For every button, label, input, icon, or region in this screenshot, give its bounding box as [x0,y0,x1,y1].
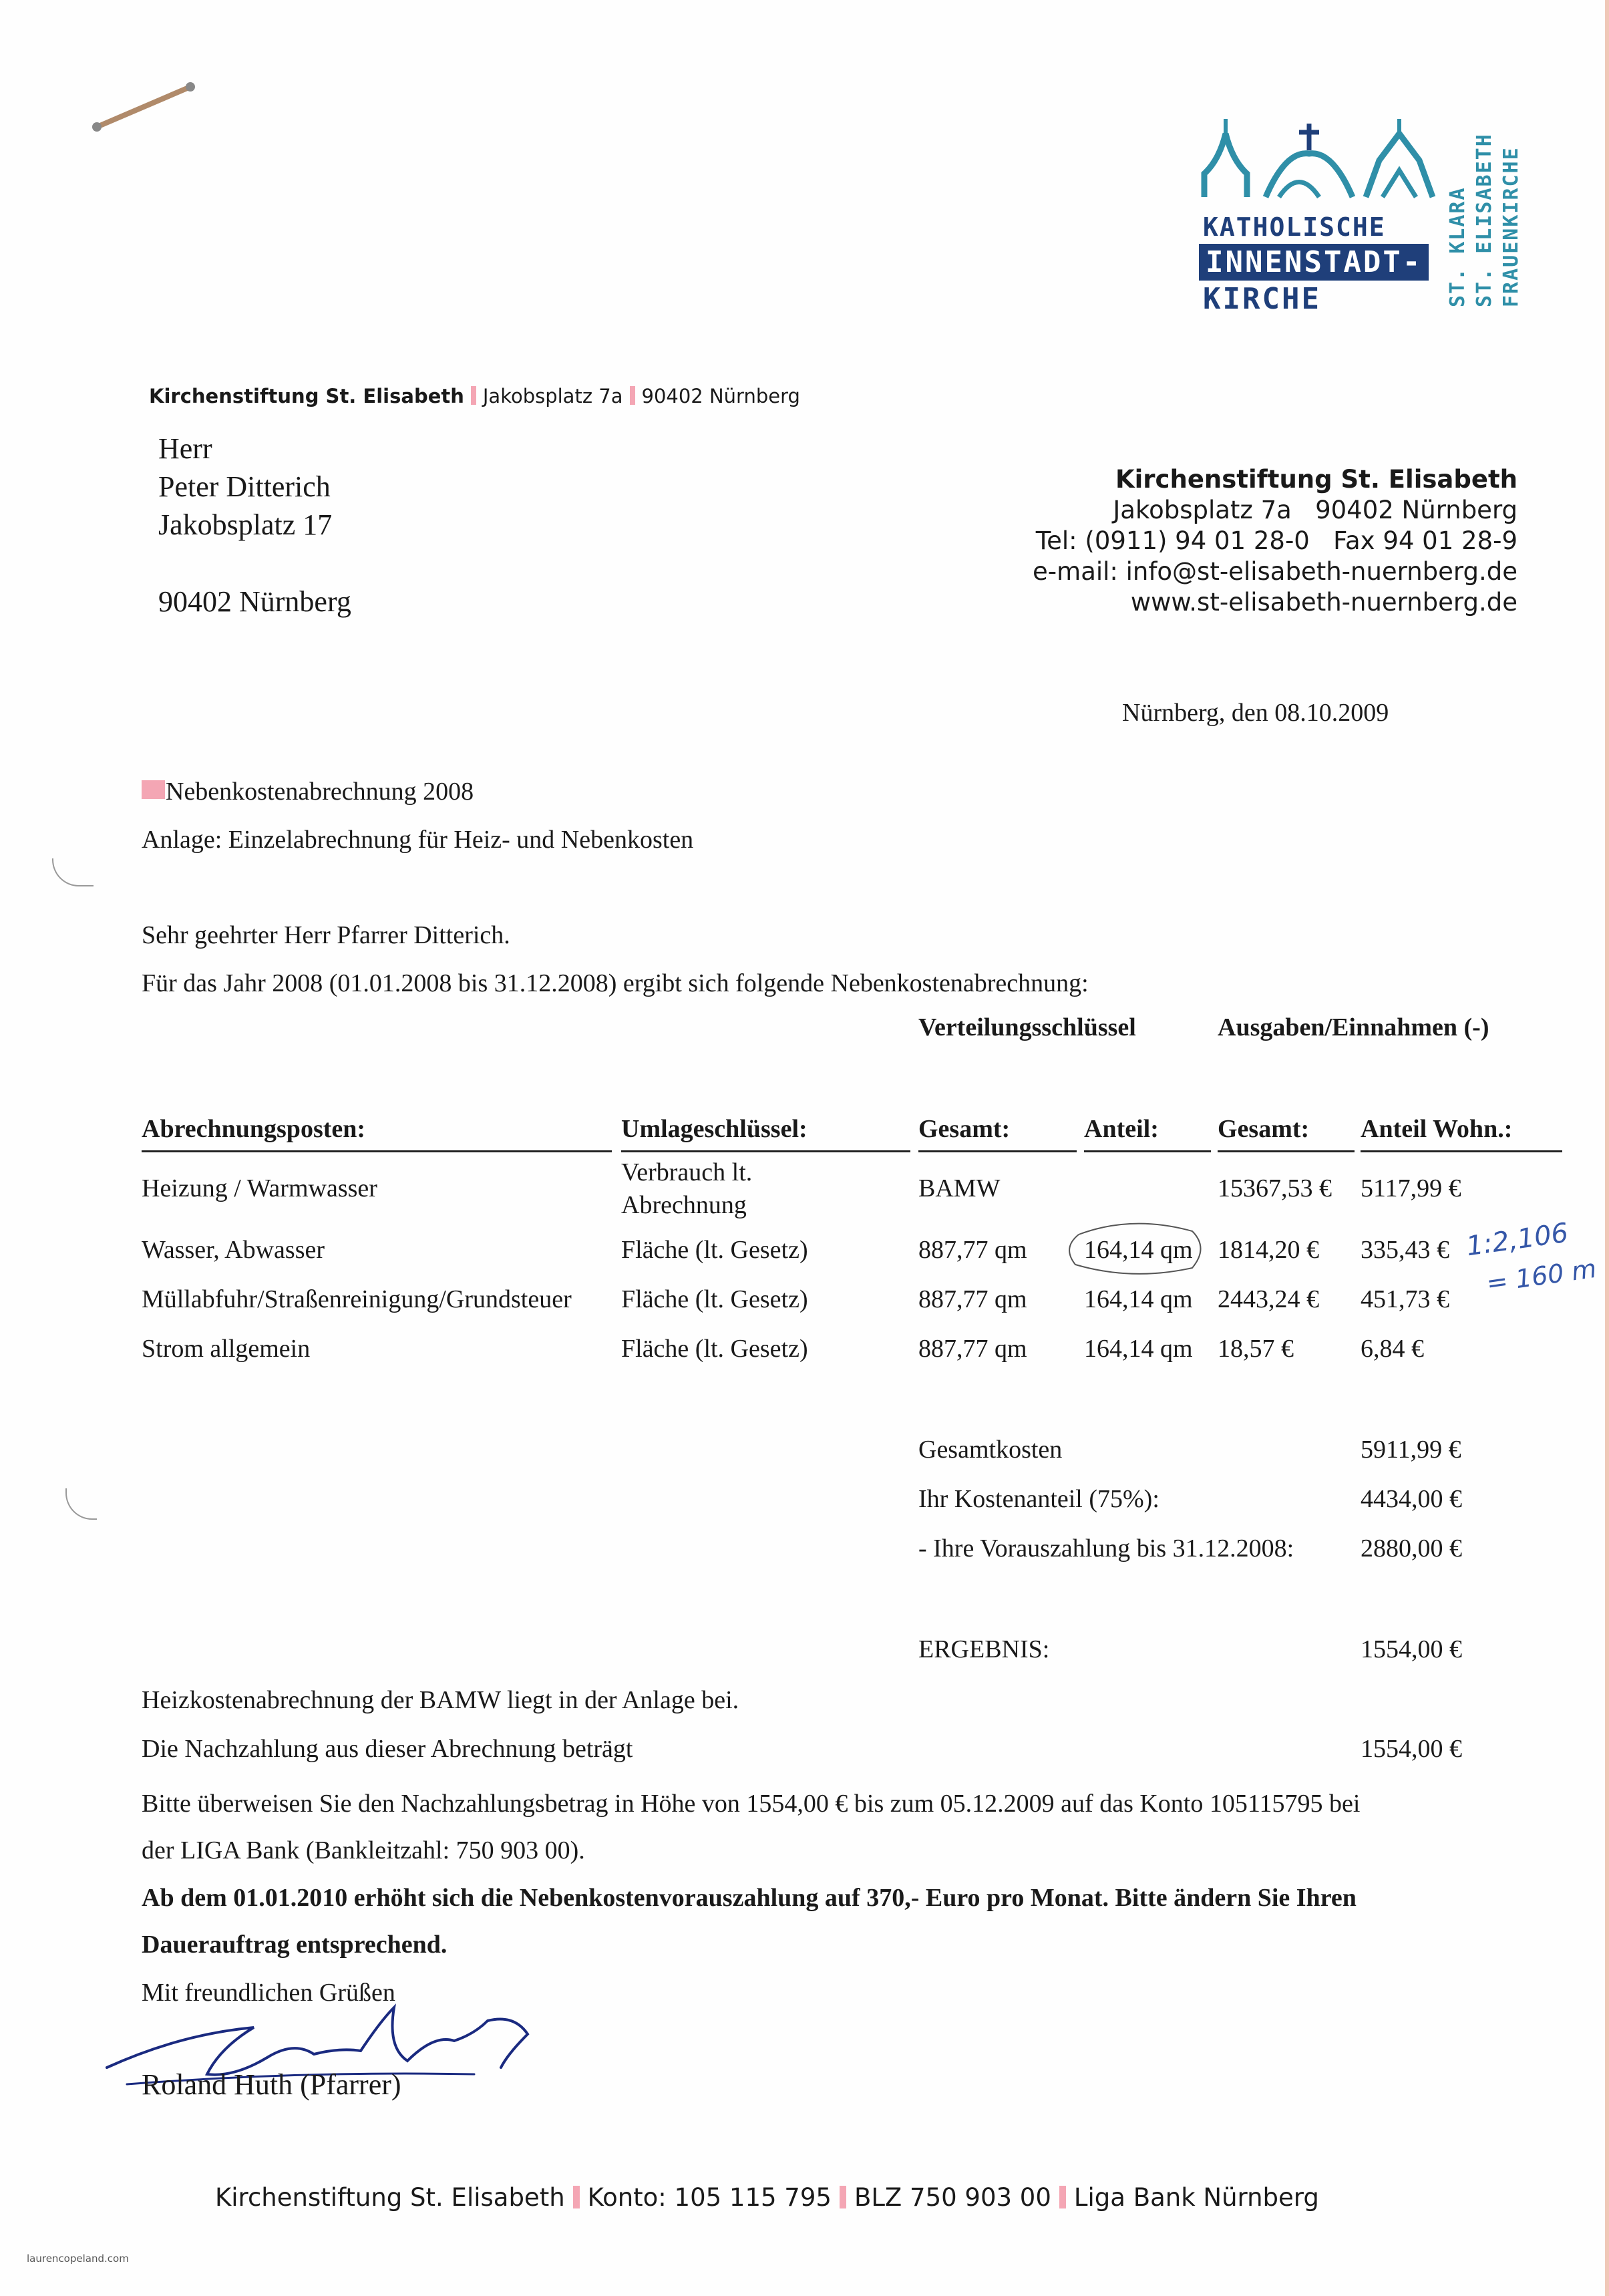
col-header-share: Anteil: [1084,1115,1159,1143]
row-total: 887,77 qm [918,1335,1027,1363]
letterhead-address: Jakobsplatz 7a 90402 Nürnberg [1113,496,1517,524]
letterhead-org: Kirchenstiftung St. Elisabeth [1115,465,1517,494]
transfer-line-1: Bitte überweisen Sie den Nachzahlungsbetrag in Höhe von 1554,00 € bis zum 05.12.2009 auf das Konto 105115795 bei [142,1790,1361,1818]
logo-line-2: INNENSTADT- [1199,244,1429,281]
row-cost-share: 5117,99 € [1361,1174,1461,1202]
punch-mark [65,1488,97,1520]
header-rule [142,1150,612,1152]
row-cost-share: 451,73 € [1361,1285,1449,1313]
logo-vertical-1: ST. KLARA [1446,186,1469,307]
header-rule [621,1150,910,1152]
row-key: Fläche (lt. Gesetz) [621,1236,808,1264]
logo-line-1: KATHOLISCHE [1203,212,1386,242]
summary-share-value: 4434,00 € [1361,1485,1462,1513]
notice-line-1: Ab dem 01.01.2010 erhöht sich die Nebenkostenvorauszahlung auf 370,- Euro pro Monat. Bitte ändern Sie Ihren [142,1884,1357,1912]
summary-total-value: 5911,99 € [1361,1436,1461,1464]
logo-vertical-3: FRAUENKIRCHE [1499,146,1523,307]
row-item: Wasser, Abwasser [142,1236,325,1264]
footer-account: Konto: 105 115 795 [587,2183,832,2212]
hand-circle-mark [1059,1214,1212,1281]
recipient-salutation: Herr [158,432,212,465]
logo-vertical-2: ST. ELISABETH [1473,133,1496,307]
attachment-note: Anlage: Einzelabrechnung für Heiz- und Nebenkosten [142,826,694,854]
row-item: Heizung / Warmwasser [142,1174,377,1202]
row-total: 887,77 qm [918,1285,1027,1313]
row-cost-share: 6,84 € [1361,1335,1424,1363]
row-share: 164,14 qm [1084,1335,1193,1363]
summary-result-label: ERGEBNIS: [918,1635,1050,1663]
footer-blz: BLZ 750 903 00 [854,2183,1051,2212]
group-header-key: Verteilungsschlüssel [918,1013,1136,1041]
summary-result-value: 1554,00 € [1361,1635,1462,1663]
notice-line-2: Dauerauftrag entsprechend. [142,1931,448,1959]
col-header-cost-total: Gesamt: [1218,1115,1310,1143]
subject: Nebenkostenabrechnung 2008 [166,778,474,806]
recipient-street: Jakobsplatz 17 [158,508,333,541]
subject-marker [142,780,165,799]
header-rule [1361,1150,1562,1152]
summary-total-label: Gesamtkosten [918,1436,1063,1464]
letterhead-phone: Tel: (0911) 94 01 28-0 Fax 94 01 28-9 [1035,526,1517,555]
intro-text: Für das Jahr 2008 (01.01.2008 bis 31.12.2008) ergibt sich folgende Nebenkostenabrechnung: [142,969,1089,997]
heating-note: Heizkostenabrechnung der BAMW liegt in der Anlage bei. [142,1686,739,1714]
header-rule [918,1150,1077,1152]
staple-mark [83,70,204,144]
header-rule [1218,1150,1355,1152]
punch-mark [52,858,94,886]
row-cost-share: 335,43 € [1361,1236,1449,1264]
row-cost-total: 2443,24 € [1218,1285,1319,1313]
logo-line-3: KIRCHE [1203,282,1321,316]
col-header-cost-share: Anteil Wohn.: [1361,1115,1513,1143]
row-key: Verbrauch lt. [621,1158,753,1186]
row-key-cont: Abrechnung [621,1191,747,1219]
sender-line [149,385,800,407]
col-header-total: Gesamt: [918,1115,1011,1143]
footer-org: Kirchenstiftung St. Elisabeth [215,2183,565,2212]
watermark: laurencopeland.com [27,2253,129,2265]
row-total: BAMW [918,1174,1001,1202]
summary-prepay-label: - Ihre Vorauszahlung bis 31.12.2008: [918,1534,1294,1563]
payment-value: 1554,00 € [1361,1735,1462,1763]
row-cost-total: 18,57 € [1218,1335,1294,1363]
col-header-key: Umlageschlüssel: [621,1115,808,1143]
recipient-name: Peter Ditterich [158,470,331,503]
summary-share-label: Ihr Kostenanteil (75%): [918,1485,1159,1513]
row-cost-total: 1814,20 € [1218,1236,1319,1264]
row-key: Fläche (lt. Gesetz) [621,1335,808,1363]
letterhead-web: www.st-elisabeth-nuernberg.de [1130,588,1517,617]
hand-note-2: = 160 m [1484,1253,1598,1299]
footer-bank: Liga Bank Nürnberg [1073,2183,1319,2212]
sender-city: 90402 Nürnberg [641,385,800,407]
row-cost-total: 15367,53 € [1218,1174,1332,1202]
church-silhouette-icon [1199,114,1453,200]
closing: Mit freundlichen Grüßen [142,1979,395,2007]
letterhead-block [1033,464,1517,618]
recipient-city: 90402 Nürnberg [158,585,351,618]
row-key: Fläche (lt. Gesetz) [621,1285,808,1313]
church-logo [1199,114,1533,327]
hand-note-1: 1:2,106 [1464,1217,1570,1263]
row-total: 887,77 qm [918,1236,1027,1264]
transfer-line-2: der LIGA Bank (Bankleitzahl: 750 903 00). [142,1836,585,1864]
sender-street: Jakobsplatz 7a [482,385,623,407]
letterhead-email: e-mail: info@st-elisabeth-nuernberg.de [1033,557,1517,586]
header-rule [1084,1150,1211,1152]
letter-date: Nürnberg, den 08.10.2009 [1122,699,1389,727]
signatory: Roland Huth (Pfarrer) [142,2068,401,2101]
footer [215,2183,1319,2212]
col-header-item: Abrechnungsposten: [142,1115,366,1143]
row-item: Müllabfuhr/Straßenreinigung/Grundsteuer [142,1285,572,1313]
group-header-costs: Ausgaben/Einnahmen (-) [1218,1013,1489,1041]
row-item: Strom allgemein [142,1335,311,1363]
row-share: 164,14 qm [1084,1236,1193,1264]
payment-label: Die Nachzahlung aus dieser Abrechnung beträgt [142,1735,633,1763]
greeting: Sehr geehrter Herr Pfarrer Ditterich. [142,921,510,949]
sender-name: Kirchenstiftung St. Elisabeth [149,385,464,407]
row-share: 164,14 qm [1084,1285,1193,1313]
summary-prepay-value: 2880,00 € [1361,1534,1462,1563]
